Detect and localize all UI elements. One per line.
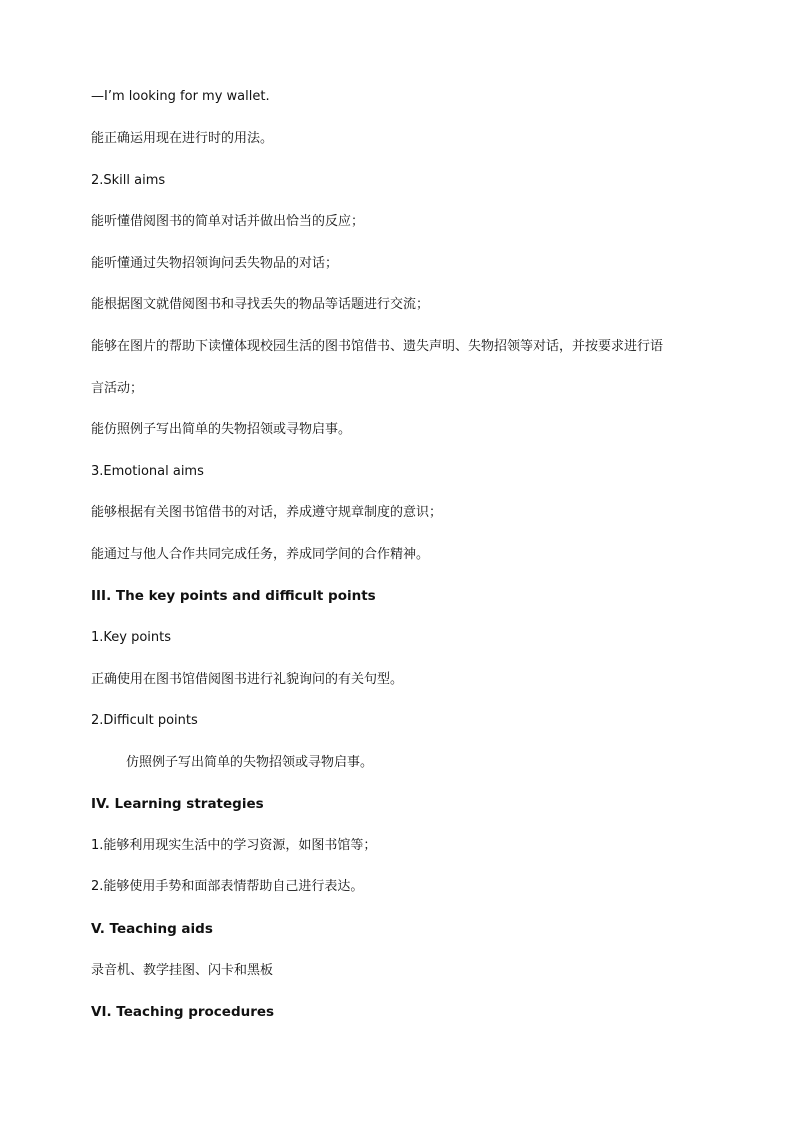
paragraph: 能够根据有关图书馆借书的对话，养成遵守规章制度的意识； [91,505,443,520]
subheading-skill-aims: 2.Skill aims [91,173,166,188]
paragraph: 能听懂借阅图书的简单对话并做出恰当的反应； [91,214,365,229]
subheading-emotional-aims: 3.Emotional aims [91,464,204,479]
paragraph: 能够在图片的帮助下读懂体现校园生活的图书馆借书、遗失声明、失物招领等对话，并按要求进行语 [91,339,664,354]
list-item: 2.能够使用手势和面部表情帮助自己进行表达。 [91,879,364,894]
subheading-key-points: 1.Key points [91,630,172,645]
paragraph: 能仿照例子写出简单的失物招领或寻物启事。 [91,422,352,437]
dialogue-line: —I’m looking for my wallet. [91,89,270,104]
paragraph: 能正确运用现在进行时的用法。 [91,131,274,146]
section-heading-learning-strategies: IV. Learning strategies [91,796,264,812]
paragraph: 能通过与他人合作共同完成任务，养成同学间的合作精神。 [91,547,430,562]
paragraph: 正确使用在图书馆借阅图书进行礼貌询问的有关句型。 [91,672,404,687]
paragraph-continuation: 言活动； [91,381,144,396]
list-item: 1.能够利用现实生活中的学习资源，如图书馆等； [91,838,377,853]
section-heading-teaching-procedures: VI. Teaching procedures [91,1004,275,1020]
paragraph: 能听懂通过失物招领询问丢失物品的对话； [91,256,339,271]
paragraph: 能根据图文就借阅图书和寻找丢失的物品等话题进行交流； [91,297,430,312]
paragraph: 录音机、教学挂图、闪卡和黑板 [91,963,274,978]
section-heading-key-points: III. The key points and difficult points [91,588,376,604]
subheading-difficult-points: 2.Difficult points [91,713,198,728]
paragraph-indented: 仿照例子写出简单的失物招领或寻物启事。 [126,755,374,770]
section-heading-teaching-aids: V. Teaching aids [91,921,213,937]
